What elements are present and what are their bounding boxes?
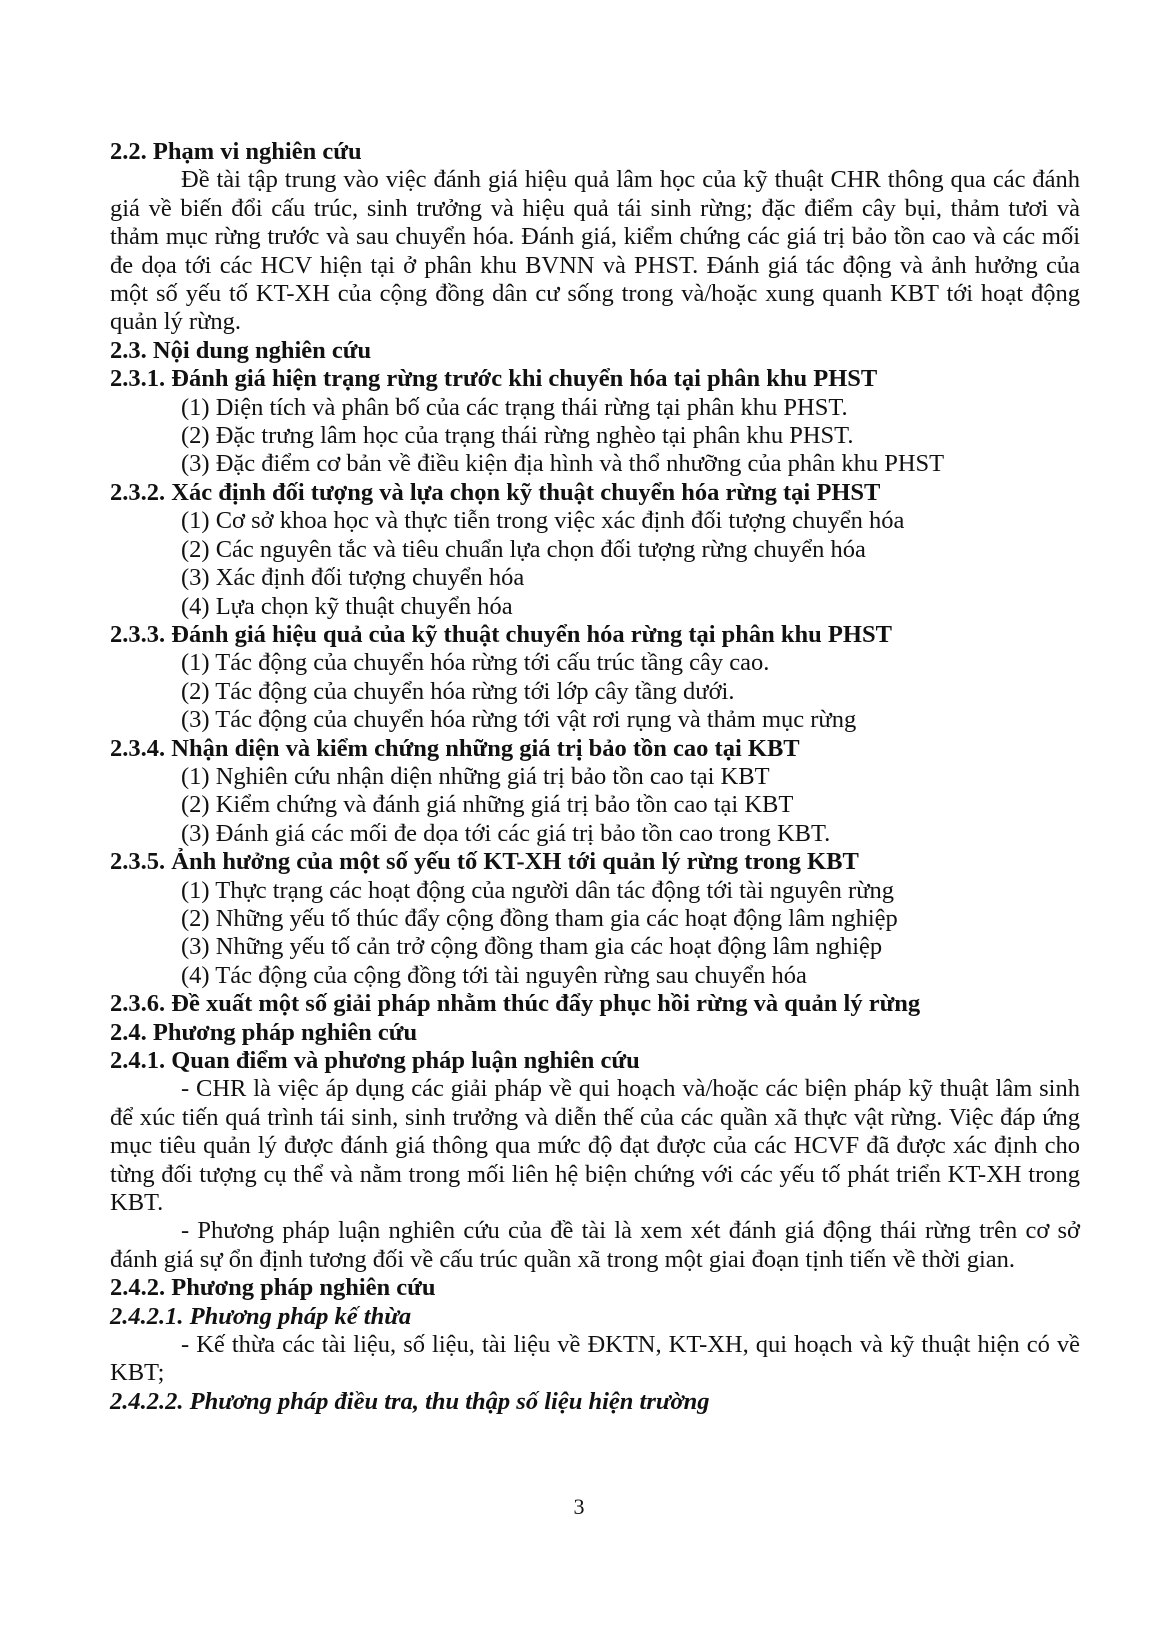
list-item: (1) Cơ sở khoa học và thực tiễn trong việc xác định đối tượng chuyển hóa (181, 507, 905, 535)
subsection-heading-2-4-1: 2.4.1. Quan điểm và phương pháp luận nghiên cứu (110, 1047, 640, 1074)
list-item: (3) Đánh giá các mối đe dọa tới các giá trị bảo tồn cao trong KBT. (181, 819, 831, 847)
list-item: (4) Lựa chọn kỹ thuật chuyển hóa (181, 592, 513, 620)
section-heading-2-3: 2.3. Nội dung nghiên cứu (110, 336, 372, 364)
page-number: 3 (573, 1494, 585, 1519)
subsubsection-heading-2-4-2-2: 2.4.2.2. Phương pháp điều tra, thu thập số liệu hiện trường (110, 1387, 710, 1415)
list-item: (2) Những yếu tố thúc đẩy cộng đồng tham gia các hoạt động lâm nghiệp (181, 904, 898, 932)
list-item: (3) Những yếu tố cản trở cộng đồng tham gia các hoạt động lâm nghiệp (181, 933, 883, 961)
list-item: (3) Xác định đối tượng chuyển hóa (181, 564, 525, 592)
section-heading-2-4: 2.4. Phương pháp nghiên cứu (110, 1018, 418, 1046)
list-item: (3) Tác động của chuyển hóa rừng tới vật rơi rụng và thảm mục rừng (181, 706, 857, 734)
list-item: (1) Nghiên cứu nhận diện những giá trị bảo tồn cao tại KBT (181, 762, 770, 790)
list-item: (1) Tác động của chuyển hóa rừng tới cấu trúc tầng cây cao. (181, 649, 770, 677)
list-item: (2) Các nguyên tắc và tiêu chuẩn lựa chọn đối tượng rừng chuyển hóa (181, 535, 866, 563)
list-item: (1) Thực trạng các hoạt động của người dân tác động tới tài nguyên rừng (181, 876, 894, 904)
list-item: (4) Tác động của cộng đồng tới tài nguyên rừng sau chuyển hóa (181, 961, 807, 989)
subsection-heading-2-3-2: 2.3.2. Xác định đối tượng và lựa chọn kỹ thuật chuyển hóa rừng tại PHST (110, 478, 881, 506)
subsection-heading-2-3-4: 2.3.4. Nhận diện và kiểm chứng những giá trị bảo tồn cao tại KBT (110, 734, 800, 762)
subsection-heading-2-3-3: 2.3.3. Đánh giá hiệu quả của kỹ thuật chuyển hóa rừng tại phân khu PHST (110, 620, 892, 648)
list-item: (2) Đặc trưng lâm học của trạng thái rừng nghèo tại phân khu PHST. (181, 422, 854, 450)
list-item: (2) Kiểm chứng và đánh giá những giá trị bảo tồn cao tại KBT (181, 791, 794, 819)
inheritance-paragraph: - Kế thừa các tài liệu, số liệu, tài liệu về ĐKTN, KT-XH, qui hoạch và kỹ thuật hiện có về KBT; (110, 1331, 1080, 1387)
methodology-paragraph-1: - CHR là việc áp dụng các giải pháp về qui hoạch và/hoặc các biện pháp kỹ thuật lâm sinh để xúc tiến quá trình tái sinh, sinh trưởng và diễn thế của các quần xã thực vật rừng. Việc đáp ứng mục tiêu quản lý được đánh giá thông qua mức độ đạt được của các HCVF đã được xác định cho từng đối tượng cụ thể và nằm trong mối liên hệ biện chứng với các yếu tố phát triển KT-XH trong KBT. (110, 1075, 1080, 1217)
subsection-heading-2-4-2: 2.4.2. Phương pháp nghiên cứu (110, 1274, 436, 1302)
subsection-heading-2-3-6: 2.3.6. Đề xuất một số giải pháp nhằm thúc đẩy phục hồi rừng và quản lý rừng (110, 990, 921, 1018)
document-page (110, 138, 1080, 1416)
list-item: (2) Tác động của chuyển hóa rừng tới lớp cây tầng dưới. (181, 677, 735, 705)
methodology-paragraph-2: - Phương pháp luận nghiên cứu của đề tài là xem xét đánh giá động thái rừng trên cơ sở đánh giá sự ổn định tương đối về cấu trúc quần xã trong một giai đoạn tịnh tiến về thời gian. (110, 1217, 1080, 1273)
list-item: (1) Diện tích và phân bố của các trạng thái rừng tại phân khu PHST. (181, 393, 848, 421)
section-heading-2-2: 2.2. Phạm vi nghiên cứu (110, 138, 362, 165)
subsection-heading-2-3-1: 2.3.1. Đánh giá hiện trạng rừng trước khi chuyển hóa tại phân khu PHST (110, 365, 878, 393)
subsubsection-heading-2-4-2-1: 2.4.2.1. Phương pháp kế thừa (110, 1302, 412, 1330)
subsection-heading-2-3-5: 2.3.5. Ảnh hưởng của một số yếu tố KT-XH tới quản lý rừng trong KBT (110, 848, 859, 876)
scope-paragraph: Đề tài tập trung vào việc đánh giá hiệu quả lâm học của kỹ thuật CHR thông qua các đánh giá về biến đổi cấu trúc, sinh trưởng và hiệu quả tái sinh rừng; đặc điểm cây bụi, thảm tươi và thảm mục rừng trước và sau chuyển hóa. Đánh giá, kiểm chứng các giá trị bảo tồn cao và các mối đe dọa tới các HCV hiện tại ở phân khu BVNN và PHST. Đánh giá tác động và ảnh hưởng của một số yếu tố KT-XH của cộng đồng dân cư sống trong và/hoặc xung quanh KBT tới hoạt động quản lý rừng. (110, 166, 1080, 336)
list-item: (3) Đặc điểm cơ bản về điều kiện địa hình và thổ nhưỡng của phân khu PHST (181, 450, 945, 478)
